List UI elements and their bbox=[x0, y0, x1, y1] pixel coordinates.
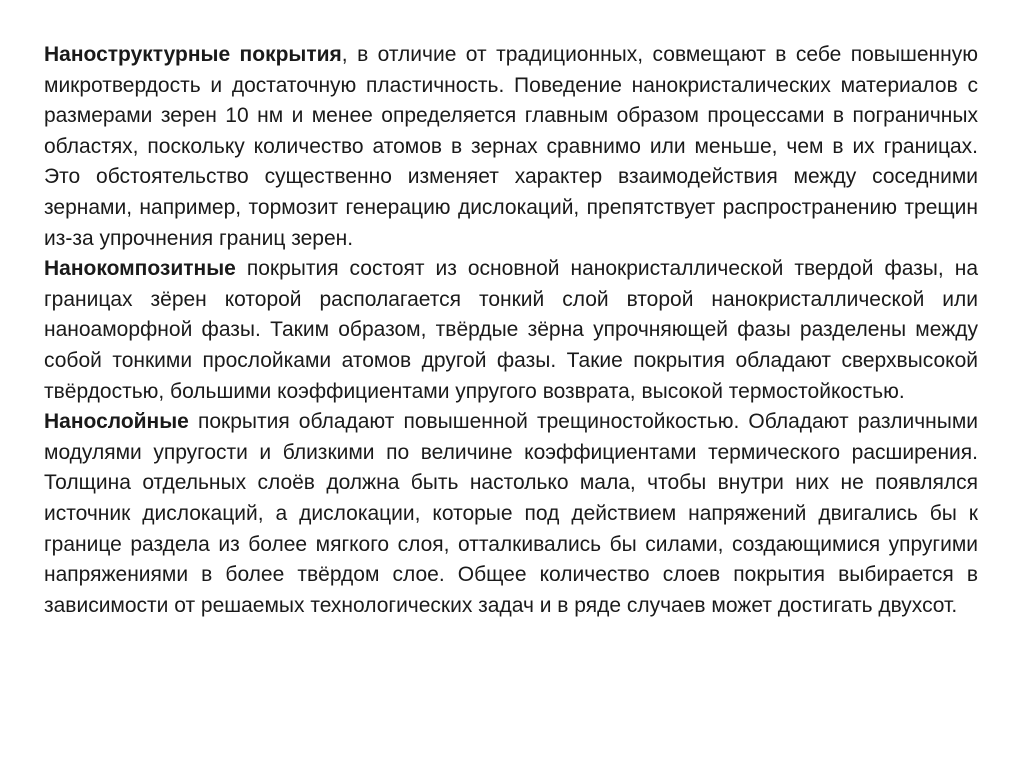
paragraph-nanostructured-coatings bbox=[44, 40, 978, 254]
paragraph-nanocomposite-coatings bbox=[44, 254, 978, 407]
term-nanostructured-coatings: Наноструктурные покрытия bbox=[44, 43, 342, 66]
paragraph-nanostructured-text: , в отличие от традиционных, совмещают в себе повышенную микротвердость и достаточную пластичность. Поведение нанокристалических материалов с размерами зерен 10 нм и менее определяется главным образом процессами в пограничных областях, поскольку количество атомов в зернах сравнимо или меньше, чем в их границах. Это обстоятельство существенно изменяет характер взаимодействия между соседними зернами, например, тормозит генерацию дислокаций, препятствует распространению трещин из-за упрочнения границ зерен. bbox=[44, 43, 979, 250]
paragraph-nanocomposite-text: покрытия состоят из основной нанокристаллической твердой фазы, на границах зёрен которой располагается тонкий слой второй нанокристаллической или наноаморфной фазы. Таким образом, твёрдые зёрна упрочняющей фазы разделены между собой тонкими прослойками атомов другой фазы. Такие покрытия обладают сверхвысокой твёрдостью, большими коэффициентами упругого возврата, высокой термостойкостью. bbox=[44, 257, 978, 403]
term-nanolayer: Нанослойные bbox=[44, 410, 189, 434]
slide-text-body bbox=[44, 40, 978, 621]
paragraph-nanolayer-coatings bbox=[44, 407, 978, 621]
term-nanocomposite: Нанокомпозитные bbox=[44, 257, 236, 281]
paragraph-nanolayer-text: покрытия обладают повышенной трещиностойкостью. Обладают различными модулями упругости и близкими по величине коэффициентами термического расширения. Толщина отдельных слоёв должна быть настолько мала, чтобы внутри них не появлялся источник дислокаций, а дислокации, которые под действием напряжений двигались бы к границе раздела из более мягкого слоя, отталкивались бы силами, создающимися упругими напряжениями в более твёрдом слое. Общее количество слоев покрытия выбирается в зависимости от решаемых технологических задач и в ряде случаев может достигать двухсот. bbox=[44, 410, 978, 617]
